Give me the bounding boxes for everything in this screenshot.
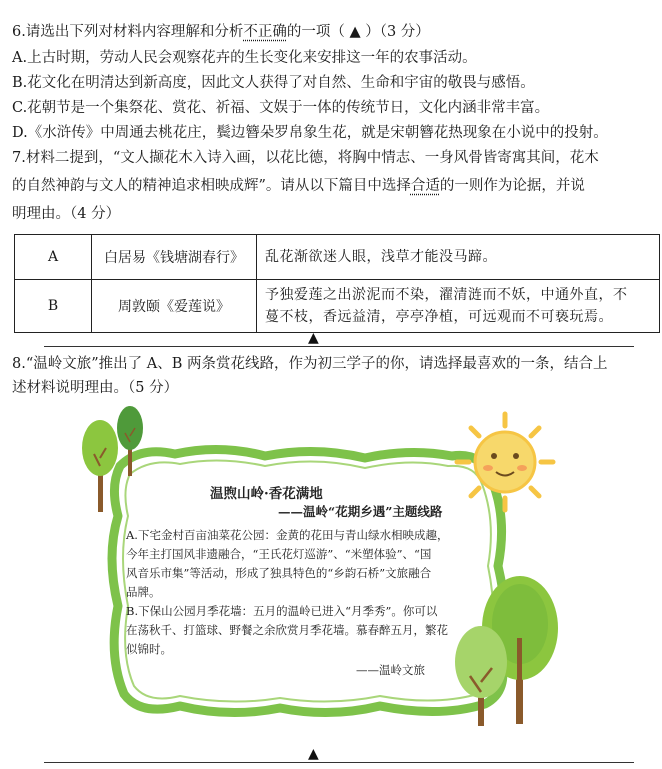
poem-table xyxy=(14,234,660,333)
q6-option-b: B.花文化在明清达到新高度，因此文人获得了对自然、生命和宇宙的敬畏与感悟。 xyxy=(12,75,535,91)
row-label: B xyxy=(15,280,92,333)
row-label: A xyxy=(15,235,92,280)
q7-stem-line2: 的自然神韵与文人的精神追求相映成辉”。请从以下篇目中选择合适的一则作为论据，并说 xyxy=(12,178,585,194)
q6-stem-emphasis: 不正确 xyxy=(243,24,287,40)
q6-stem: 6.请选出下列对材料内容理解和分析不正确的一项（ ▲ ）（3 分） xyxy=(12,24,430,40)
q8-answer-marker: ▲ xyxy=(308,746,319,762)
q7-stem-line3: 明理由。（4 分） xyxy=(12,206,121,222)
route-a-text: A.下宅金村百亩油菜花公园：金黄的花田与青山绿水相映成趣， 今年主打国风非遗融合，“王氏花灯巡游”、“米塑体验”、“国 风音乐市集”等活动，形成了独具特色的“乡韵石桥”文旅融合 品牌。 xyxy=(126,528,449,599)
q7-answer-line[interactable] xyxy=(44,346,634,347)
poster-signature: ——温岭文旅 xyxy=(356,663,425,677)
poster-subtitle: ——温岭“花期乡遇”主题线路 xyxy=(278,504,443,519)
table-row xyxy=(15,235,660,280)
q8-stem-line1: 8.“温岭文旅”推出了 A、B 两条赏花线路，作为初三学子的你，请选择最喜欢的一条，结合上 xyxy=(12,356,608,372)
poem-text: 乱花渐欲迷人眼，浅草才能没马蹄。 xyxy=(257,235,660,280)
table-row xyxy=(15,280,660,333)
poster-title: 温煦山岭·香花满地 xyxy=(210,486,323,502)
route-poster xyxy=(80,406,580,746)
poem-title: 周敦颐《爱莲说》 xyxy=(92,280,257,333)
route-b-text: B.下保山公园月季花墙：五月的温岭已进入“月季秀”。你可以 在荡秋千、打篮球、野餐之余欣赏月季花墙。慕春醉五月，繁花 似锦时。 xyxy=(126,604,448,656)
q7-stem-line1: 7.材料二提到，“文人撷花木入诗入画，以花比德，将胸中情志、一身风骨皆寄寓其间，花木 xyxy=(12,150,599,166)
q8-stem-line2: 述材料说明理由。（5 分） xyxy=(12,380,179,396)
q6-option-d: D.《水浒传》中周通去桃花庄，鬓边簪朵罗帛象生花，就是宋朝簪花热现象在小说中的投射。 xyxy=(12,125,608,141)
q8-answer-line[interactable] xyxy=(44,762,634,763)
q6-option-c: C.花朝节是一个集祭花、赏花、祈福、文娱于一体的传统节日，文化内涵非常丰富。 xyxy=(12,100,550,116)
q6-option-a: A.上古时期，劳动人民会观察花卉的生长变化来安排这一年的农事活动。 xyxy=(12,50,477,66)
q7-answer-marker: ▲ xyxy=(308,330,319,346)
poem-text: 予独爱莲之出淤泥而不染，濯清涟而不妖，中通外直，不 蔓不枝，香远益清，亭亭净植，可远观而不可亵玩焉。 xyxy=(257,280,660,333)
q7-stem-emphasis: 合适 xyxy=(410,178,440,194)
sun-icon xyxy=(457,414,553,510)
poem-title: 白居易《钱塘湖春行》 xyxy=(92,235,257,280)
